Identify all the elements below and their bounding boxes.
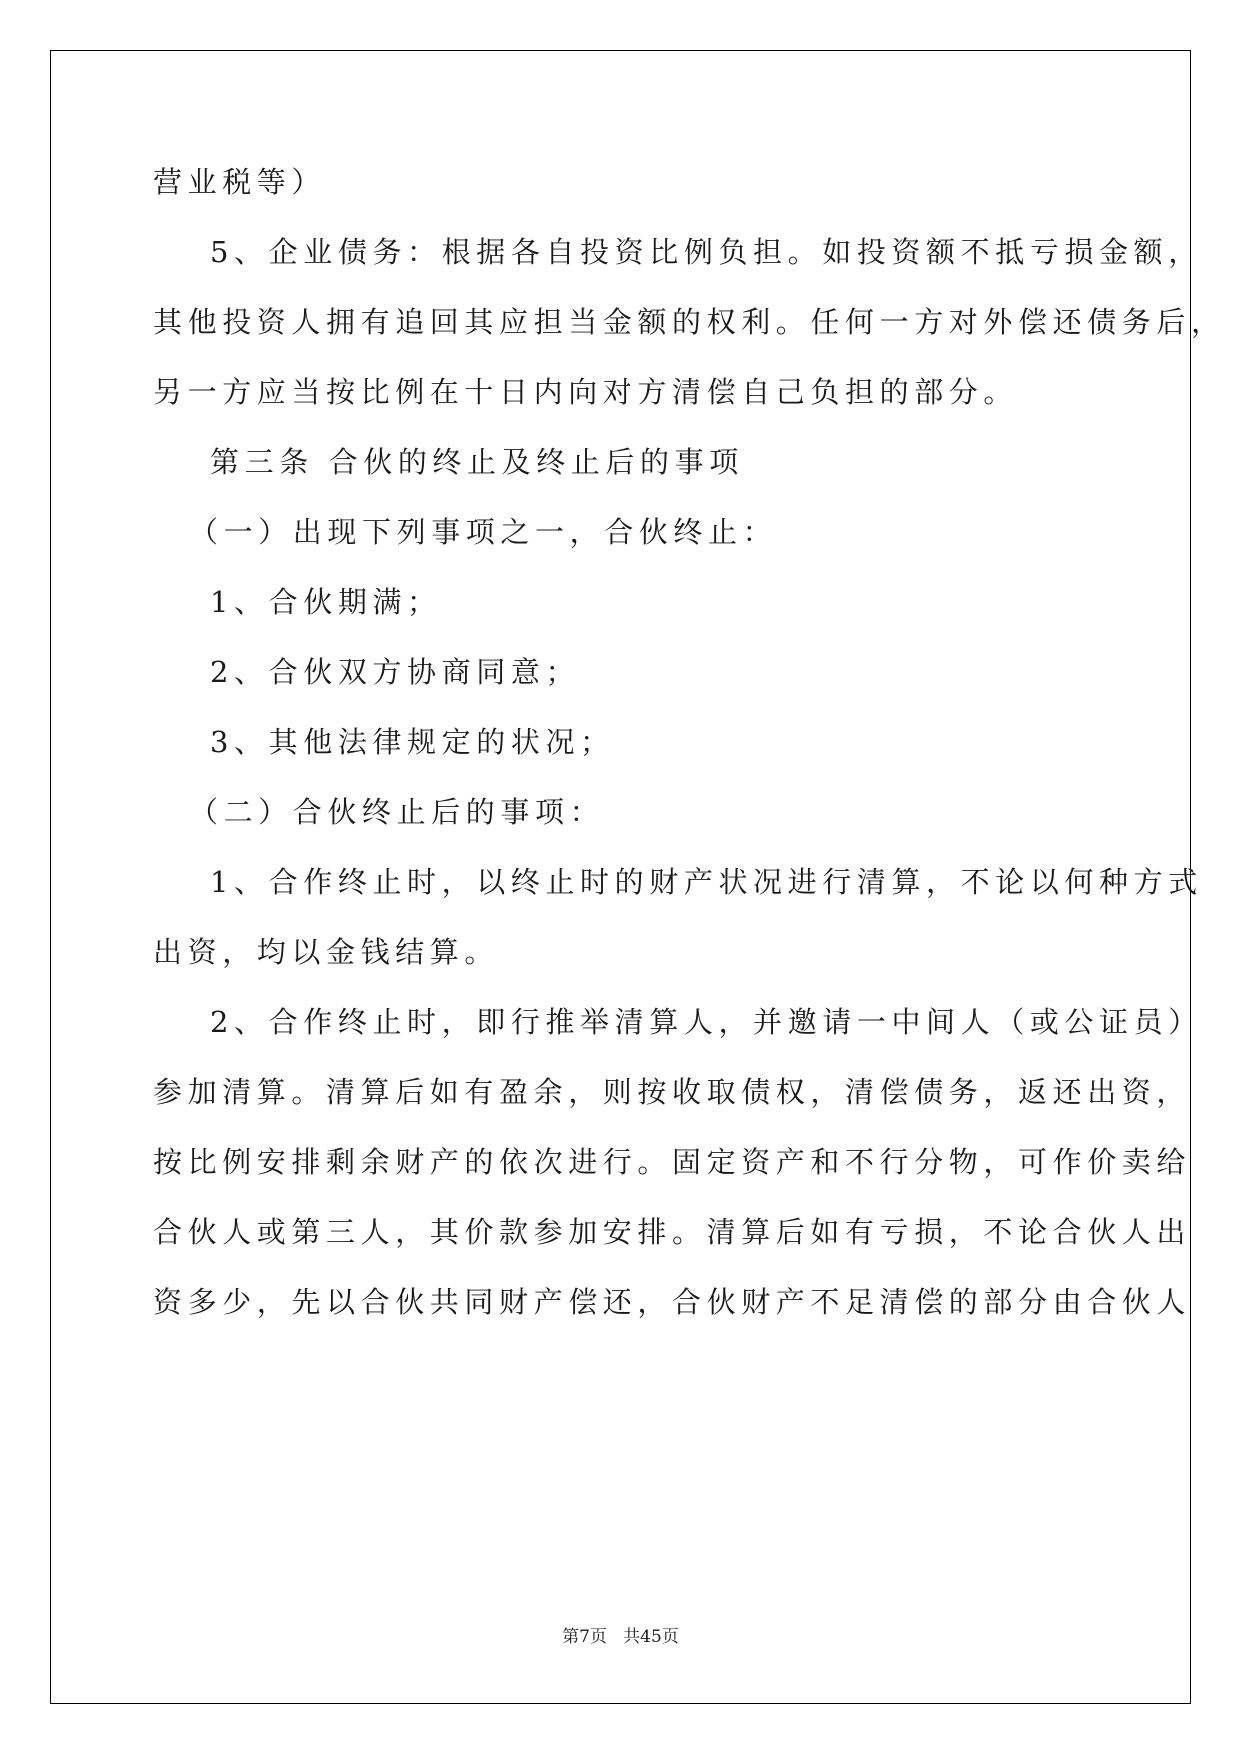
text-line: 其他投资人拥有追回其应担当金额的权利。任何一方对外偿还债务后，	[153, 305, 1226, 339]
text-line: （二）合伙终止后的事项：	[189, 795, 605, 829]
text-line: 合伙人或第三人，其价款参加安排。清算后如有亏损，不论合伙人出	[153, 1215, 1192, 1249]
text-line: 5、企业债务：根据各自投资比例负担。如投资额不抵亏损金额，	[210, 235, 1203, 269]
text-line: 参加清算。清算后如有盈余，则按收取债权，清偿债务，返还出资，	[153, 1075, 1192, 1109]
list-item: 3、其他法律规定的状况；	[210, 725, 615, 759]
list-item: 2、合伙双方协商同意；	[210, 655, 581, 689]
list-item: 1、合伙期满；	[210, 585, 442, 619]
text-line: （一）出现下列事项之一，合伙终止：	[189, 515, 778, 549]
text-line: 另一方应当按比例在十日内向对方清偿自己负担的部分。	[153, 375, 1019, 409]
text-line: 出资，均以金钱结算。	[153, 935, 500, 969]
section-heading: 第三条 合伙的终止及终止后的事项	[210, 445, 744, 479]
text-line: 营业税等）	[153, 165, 327, 199]
text-line: 1、合作终止时，以终止时的财产状况进行清算，不论以何种方式	[210, 865, 1203, 899]
text-line: 资多少，先以合伙共同财产偿还，合伙财产不足清偿的部分由合伙人	[153, 1285, 1192, 1319]
text-line: 按比例安排剩余财产的依次进行。固定资产和不行分物，可作价卖给	[153, 1145, 1192, 1179]
text-line: 2、合作终止时，即行推举清算人，并邀请一中间人（或公证员）	[210, 1005, 1203, 1039]
page-number-footer: 第7页 共45页	[562, 1627, 679, 1647]
